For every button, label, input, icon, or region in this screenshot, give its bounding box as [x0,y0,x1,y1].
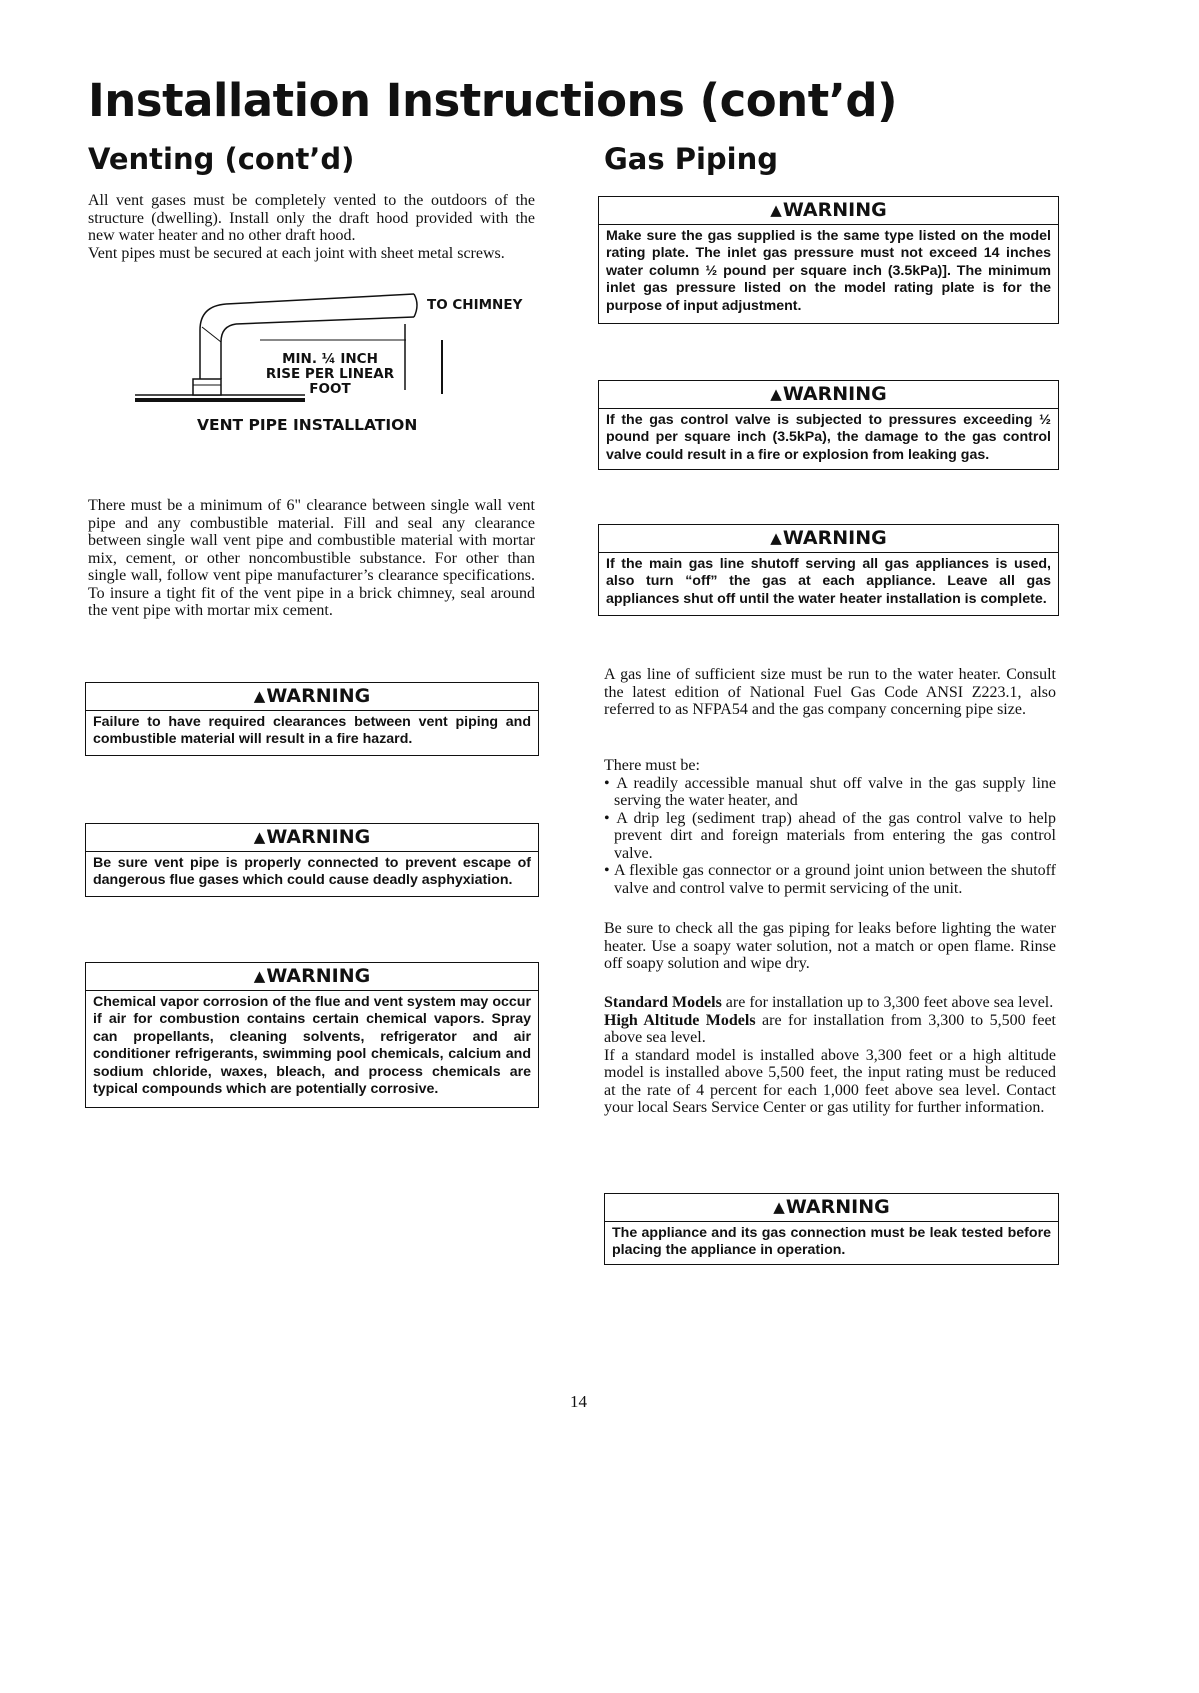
warning-triangle-icon: ▲ [253,967,266,985]
warning-text: Failure to have required clearances between vent piping and combustible material will result in a fire hazard. [93,714,531,748]
list-item: • A readily accessible manual shut off valve in the gas supply line serving the water heater, and [604,775,1056,810]
list-item: • A flexible gas connector or a ground joint union between the shutoff valve and control valve to permit servicing of the unit. [604,862,1056,897]
warning-header [599,197,1058,225]
warning-title: WARNING [782,199,887,221]
warning-box-leak-test [604,1193,1059,1265]
venting-screws-paragraph: Vent pipes must be secured at each joint with sheet metal screws. [88,244,505,262]
venting-heading: Venting (cont’d) [88,142,355,176]
standard-models-paragraph [604,994,1056,1012]
venting-intro-paragraph: All vent gases must be completely vented to the outdoors of the structure (dwelling). Install only the draft hood provided with the new water heater and no other draft hood. [88,192,535,244]
high-altitude-paragraph [604,1012,1056,1047]
venting-intro [88,192,535,262]
diagram-caption: VENT PIPE INSTALLATION [197,416,418,434]
page-number: 14 [570,1392,587,1411]
page-title: Installation Instructions (cont’d) [88,74,898,127]
warning-title: WARNING [785,1196,890,1218]
requirements-list [604,775,1056,898]
warning-header [86,824,538,852]
warning-text: The appliance and its gas connection must be leak tested before placing the appliance in operation. [612,1225,1051,1259]
warning-title: WARNING [782,383,887,405]
high-altitude-text: are for installation from 3,300 to 5,500 feet above sea level. [604,1011,1057,1046]
warning-box-pressure [598,380,1059,470]
standard-models-text: are for installation up to 3,300 feet above sea level. [721,994,1054,1011]
leak-check-paragraph: Be sure to check all the gas piping for leaks before lighting the water heater. Use a soapy water solution, not a match or open flame. Rinse off soapy solution and wipe dry. [604,920,1056,972]
standard-models-label: Standard Models [604,994,722,1011]
warning-box-gas-type [598,196,1059,324]
warning-header [599,525,1058,553]
warning-text: Be sure vent pipe is properly connected to prevent escape of dangerous flue gases which could cause deadly asphyxiation. [93,855,531,889]
warning-title: WARNING [782,527,887,549]
warning-triangle-icon: ▲ [770,201,782,219]
warning-box-clearance [85,682,539,756]
warning-header [599,381,1058,409]
warning-triangle-icon: ▲ [253,828,266,846]
warning-text: If the gas control valve is subjected to pressures exceeding ½ pound per square inch (3.5kPa), the damage to the gas control valve could result in a fire or explosion from leaking gas. [606,412,1051,463]
warning-text: Chemical vapor corrosion of the flue and vent system may occur if air for combustion contains certain chemical vapors. Spray can propellants, cleaning solvents, refrigerator and air conditioner refrigerants, swimming pool chemicals, calcium and sodium chloride, waxes, bleach, and process chemicals are typical compounds which are potentially corrosive. [93,994,531,1098]
derate-paragraph: If a standard model is installed above 3,300 feet or a high altitude model is installed above 5,500 feet, the input rating must be reduced at the rate of 4 percent for each 1,000 feet above sea level. Contact your local Sears Service Center or gas utility for further information. [604,1046,1056,1116]
warning-header [86,963,538,991]
warning-text: If the main gas line shutoff serving all gas appliances is used, also turn “off” the gas at each appliance. Leave all gas appliances shut off until the water heater installation is complete. [606,556,1051,607]
warning-box-vent-connection [85,823,539,897]
warning-box-shutoff [598,524,1059,616]
rise-per-foot-label: MIN. ¼ INCH RISE PER LINEAR FOOT [265,351,395,397]
warning-header [605,1194,1058,1222]
warning-title: WARNING [266,826,371,848]
warning-title: WARNING [266,685,371,707]
clearance-paragraph: There must be a minimum of 6" clearance between single wall vent pipe and any combustible material. Fill and seal any clearance between single wall vent pipe and combustible material with mortar mix, cement, or other noncombustible substance. For other than single wall, follow vent pipe manufacturer’s clearance specifications. To insure a tight fit of the vent pipe in a brick chimney, seal around the vent pipe with mortar mix cement. [88,497,535,619]
gas-line-paragraph: A gas line of sufficient size must be run to the water heater. Consult the latest edition of National Fuel Gas Code ANSI Z223.1, also referred to as NFPA54 and the gas company concerning pipe size. [604,666,1056,718]
warning-triangle-icon: ▲ [773,1198,785,1216]
warning-box-chemical-vapor [85,962,539,1108]
requirements-section [604,757,1056,897]
there-must-be-label: There must be: [604,757,700,774]
gas-piping-heading: Gas Piping [604,142,779,176]
high-altitude-label: High Altitude Models [604,1011,756,1029]
warning-text: Make sure the gas supplied is the same type listed on the model rating plate. The inlet gas pressure must not exceed 14 inches water column ½ pound per square inch (3.5kPa)]. The minimum inlet gas pressure listed on the model rating plate is for the purpose of input adjustment. [606,228,1051,314]
altitude-section [604,994,1056,1117]
warning-header [86,683,538,711]
warning-triangle-icon: ▲ [253,687,266,705]
warning-triangle-icon: ▲ [770,529,782,547]
to-chimney-label: TO CHIMNEY [427,297,523,313]
list-item: • A drip leg (sediment trap) ahead of the gas control valve to help prevent dirt and foreign materials from entering the gas control valve. [604,810,1056,863]
warning-title: WARNING [266,965,371,987]
warning-triangle-icon: ▲ [770,385,782,403]
